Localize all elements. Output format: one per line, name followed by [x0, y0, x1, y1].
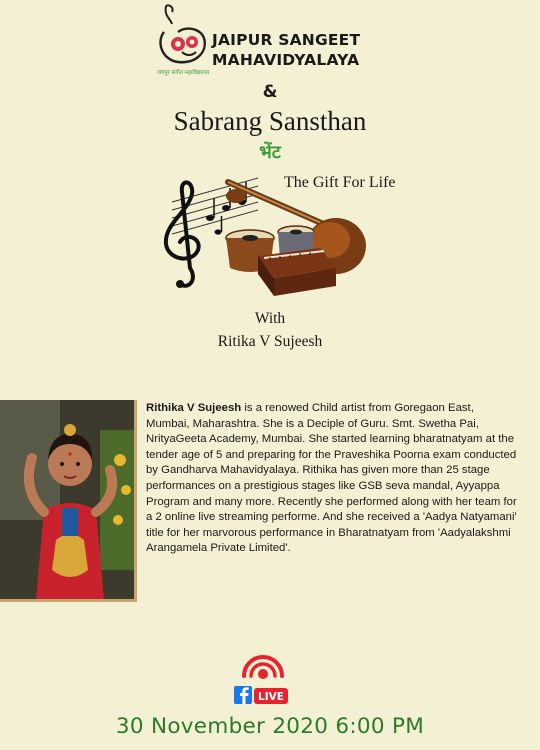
hindi-bhent-label: भेंट [259, 142, 281, 163]
organization-primary-line2: MAHAVIDYALAYA [212, 51, 360, 69]
bio-artist-name: Rithika V Sujeesh [146, 402, 242, 414]
organization-primary-name [212, 30, 360, 70]
artist-photo [0, 400, 134, 599]
artist-bio [146, 401, 518, 557]
artist-name: Ritika V Sujeesh [217, 333, 323, 350]
organization-primary-line1: JAIPUR SANGEET [212, 31, 361, 49]
organization-secondary-name: Sabrang Sansthan [173, 106, 367, 136]
event-date-time: 30 November 2020 6:00 PM [115, 714, 425, 739]
logo-emblem-text: जयपुर संगीत महाविद्यालय [156, 70, 210, 76]
with-label: With [254, 310, 286, 327]
ampersand: & [262, 82, 278, 102]
logo-emblem [156, 2, 210, 76]
bio-text: is a renowed Child artist from Goregaon East, Mumbai, Maharashtra. She is a Deciple of Guru. Smt. Swetha Pai, NrityaGeeta Academy, Mumbai. She started learning bharatnatyam at the tender age of 5 and preparing for the Praveshika Poorna exam conducted by Gandharva Mahavidyalaya. Rithika has given more than 25 stage performances on a prestigious stages like GSB seva mandal, Ayyappa Program and many more. Recently she performed along with her team for a 2 online live streaming performe. And she received a 'Aadya Natyamani' title for her marvorous performance in Bharatnatyam from 'Aadyalakshmi Arangamela Private Limited'. [146, 402, 517, 555]
treble-clef-icon [166, 182, 199, 285]
tagline: The Gift For Life [284, 174, 396, 191]
facebook-live-icon [232, 652, 294, 708]
live-badge-text: LIVE [258, 691, 284, 703]
